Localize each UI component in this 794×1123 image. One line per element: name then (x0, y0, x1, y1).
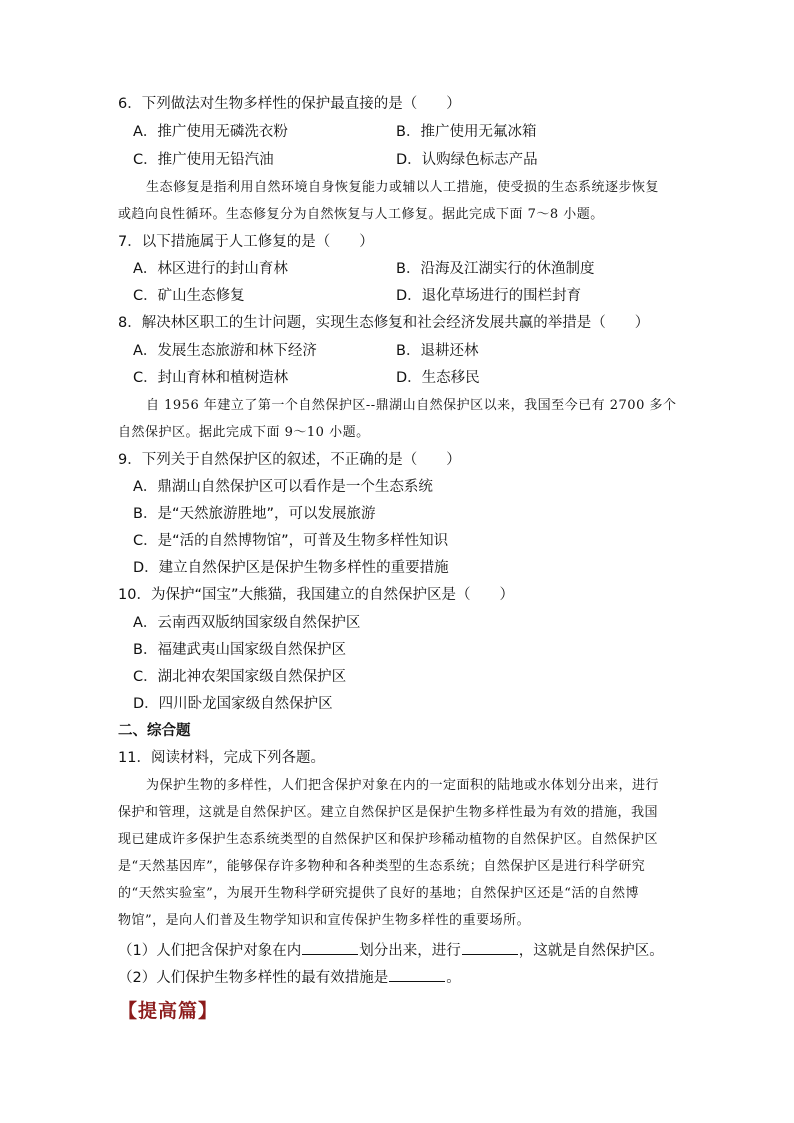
q11-sub2-text-b: 。 (446, 970, 461, 986)
q10-option-c: C．湖北神农架国家级自然保护区 (133, 669, 347, 685)
q11-sub1-blank-2[interactable] (462, 940, 518, 955)
section-heading-tigao: 【提高篇】 (118, 1000, 219, 1022)
q7-option-b: B．沿海及江湖实行的休渔制度 (396, 261, 595, 277)
q6-option-b: B．推广使用无氟冰箱 (396, 124, 537, 140)
q11-material-line5: 的“天然实验室”，为展开生物科学研究提供了良好的基地；自然保护区还是“活的自然博 (118, 886, 639, 901)
material1-line2: 或趋向良性循环。生态修复分为自然恢复与人工修复。据此完成下面 7～8 小题。 (118, 207, 604, 222)
q11-stem: 11．阅读材料，完成下列各题。 (118, 750, 325, 766)
q11-material-line1: 为保护生物的多样性，人们把含保护对象在内的一定面积的陆地或水体划分出来，进行 (146, 778, 660, 793)
q11-material-line6: 物馆”，是向人们普及生物学知识和宣传保护生物多样性的重要场所。 (118, 913, 531, 928)
q8-option-a: A．发展生态旅游和林下经济 (133, 343, 317, 359)
q11-sub1-text-c: ，这就是自然保护区。 (518, 943, 664, 959)
q6-option-d: D．认购绿色标志产品 (396, 152, 538, 168)
q9-option-d: D．建立自然保护区是保护生物多样性的重要措施 (133, 560, 449, 576)
q9-stem: 9．下列关于自然保护区的叙述，不正确的是（ ） (118, 452, 461, 468)
material2-line1: 自 1956 年建立了第一个自然保护区--鼎湖山自然保护区以来，我国至今已有 2700 多个 (146, 398, 677, 413)
q6-stem: 6．下列做法对生物多样性的保护最直接的是（ ） (118, 96, 461, 112)
q7-option-a: A．林区进行的封山育林 (133, 261, 288, 277)
q11-material-line4: 是“天然基因库”，能够保存许多物种和各种类型的生态系统；自然保护区是进行科学研究 (118, 859, 646, 874)
q8-option-d: D．生态移民 (396, 370, 480, 386)
q10-stem: 10．为保护“国宝”大熊猫，我国建立的自然保护区是（ ） (118, 587, 514, 603)
q7-option-d: D．退化草场进行的围栏封育 (396, 288, 582, 304)
q11-sub2 (118, 967, 461, 988)
q11-sub2-blank[interactable] (389, 967, 445, 982)
material2-line2: 自然保护区。据此完成下面 9～10 小题。 (118, 425, 370, 440)
material1-line1: 生态修复是指利用自然环境自身恢复能力或辅以人工措施，使受损的生态系统逐步恢复 (146, 180, 660, 195)
section-title: 二、综合题 (118, 723, 191, 739)
q10-option-b: B．福建武夷山国家级自然保护区 (133, 642, 346, 658)
q9-option-a: A．鼎湖山自然保护区可以看作是一个生态系统 (133, 479, 433, 495)
q11-sub1 (118, 940, 664, 961)
q11-sub2-text-a: （2）人们保护生物多样性的最有效措施是 (118, 970, 389, 986)
q11-material-line2: 保护和管理，这就是自然保护区。建立自然保护区是保护生物多样性最为有效的措施，我国 (118, 805, 659, 820)
q11-sub1-text-b: 划分出来，进行 (359, 943, 461, 959)
q8-stem: 8．解决林区职工的生计问题，实现生态修复和社会经济发展共赢的举措是（ ） (118, 315, 650, 331)
q6-option-c: C．推广使用无铅汽油 (133, 152, 274, 168)
q7-option-c: C．矿山生态修复 (133, 288, 245, 304)
q8-option-b: B．退耕还林 (396, 343, 479, 359)
q9-option-b: B．是“天然旅游胜地”，可以发展旅游 (133, 506, 376, 522)
q11-sub1-text-a: （1）人们把含保护对象在内 (118, 943, 302, 959)
q9-option-c: C．是“活的自然博物馆”，可普及生物多样性知识 (133, 533, 449, 549)
q11-sub1-blank-1[interactable] (302, 940, 358, 955)
q11-material-line3: 现已建成许多保护生态系统类型的自然保护区和保护珍稀动植物的自然保护区。自然保护区 (118, 832, 659, 847)
q10-option-a: A．云南西双版纳国家级自然保护区 (133, 615, 361, 631)
q7-stem: 7．以下措施属于人工修复的是（ ） (118, 234, 374, 250)
q8-option-c: C．封山育林和植树造林 (133, 370, 289, 386)
q6-option-a: A．推广使用无磷洗衣粉 (133, 124, 288, 140)
q10-option-d: D．四川卧龙国家级自然保护区 (133, 696, 333, 712)
